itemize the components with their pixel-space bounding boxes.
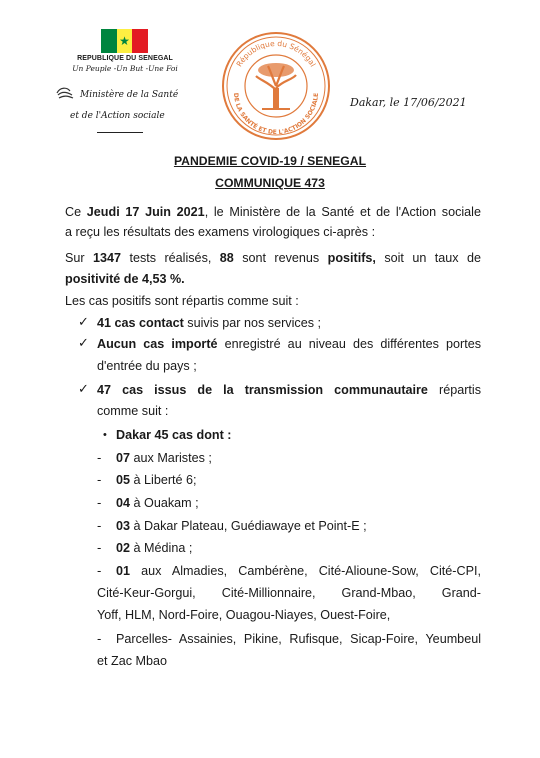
check-icon: ✓ <box>78 336 89 351</box>
locality-continuation: et Zac Mbao <box>97 654 167 668</box>
baobab-tree-icon <box>256 63 296 110</box>
locality-continuation: Yoff, HLM, Nord-Foire, Ouagou-Niayes, Ouest-Foire, <box>97 608 391 622</box>
bullet-contacts: 41 cas contact suivis par nos services ; <box>97 316 321 330</box>
locality-continuation: Cité-Keur-Gorgui, Cité-Millionnaire, Grand-Mbao, Grand- <box>97 586 481 600</box>
ministry-line-2: et de l'Action sociale <box>70 111 165 121</box>
check-icon: ✓ <box>78 315 89 330</box>
bullet-dot-icon: • <box>103 429 107 441</box>
dash-icon: - <box>97 540 102 555</box>
locality-item: 02 à Médina ; <box>116 541 193 555</box>
intro-line-4: positivité de 4,53 %. <box>65 272 185 286</box>
bullet-imported: Aucun cas importé enregistré au niveau des différentes portes <box>97 337 481 351</box>
dash-icon: - <box>97 450 102 465</box>
seal-top-text: République du Sénégal <box>234 38 318 69</box>
intro-line-2: a reçu les résultats des examens virologiques ci-après : <box>65 225 376 239</box>
locality-continuation: Parcelles- Assainies, Pikine, Rufisque, Sicap-Foire, Yeumbeul <box>116 632 481 646</box>
document-date: Dakar, le 17/06/2021 <box>350 96 467 109</box>
dash-icon: - <box>97 495 102 510</box>
ministry-seal-stamp <box>220 30 332 142</box>
bullet-community: 47 cas issus de la transmission communautaire répartis <box>97 383 481 397</box>
locality-item: 01 aux Almadies, Cambérène, Cité-Alioune-Sow, Cité-CPI, <box>116 564 481 578</box>
bullet-community-cont: comme suit : <box>97 404 169 418</box>
document-title: PANDEMIE COVID-19 / SENEGAL <box>173 154 367 168</box>
national-motto: Un Peuple -Un But -Une Foi <box>72 64 178 73</box>
communique-number: COMMUNIQUE 473 <box>215 176 325 190</box>
ministry-emblem-icon <box>55 86 75 100</box>
dash-icon: - <box>97 631 102 646</box>
senegal-flag-icon <box>101 29 148 53</box>
check-icon: ✓ <box>78 382 89 397</box>
intro-line-5: Les cas positifs sont répartis comme suit : <box>65 294 299 308</box>
seal-bottom-text: DE LA SANTÉ ET DE L'ACTION SOCIALE <box>231 92 321 137</box>
republic-name: REPUBLIQUE DU SENEGAL <box>77 55 173 62</box>
locality-item: 07 aux Maristes ; <box>116 451 212 465</box>
ministry-line-1: Ministère de la Santé <box>80 90 179 100</box>
intro-line-1: Ce Jeudi 17 Juin 2021, le Ministère de la Santé et de l'Action sociale <box>65 205 481 219</box>
flag-star-icon: ★ <box>119 33 130 48</box>
locality-item: 04 à Ouakam ; <box>116 496 199 510</box>
dakar-heading: Dakar 45 cas dont : <box>116 428 232 442</box>
locality-item: 03 à Dakar Plateau, Guédiawaye et Point-E ; <box>116 519 367 533</box>
bullet-imported-cont: d'entrée du pays ; <box>97 359 197 373</box>
intro-line-3: Sur 1347 tests réalisés, 88 sont revenus positifs, soit un taux de <box>65 251 481 265</box>
dash-icon: - <box>97 472 102 487</box>
locality-item: 05 à Liberté 6; <box>116 473 197 487</box>
dash-icon: - <box>97 563 102 578</box>
header-rule <box>97 132 143 133</box>
dash-icon: - <box>97 518 102 533</box>
